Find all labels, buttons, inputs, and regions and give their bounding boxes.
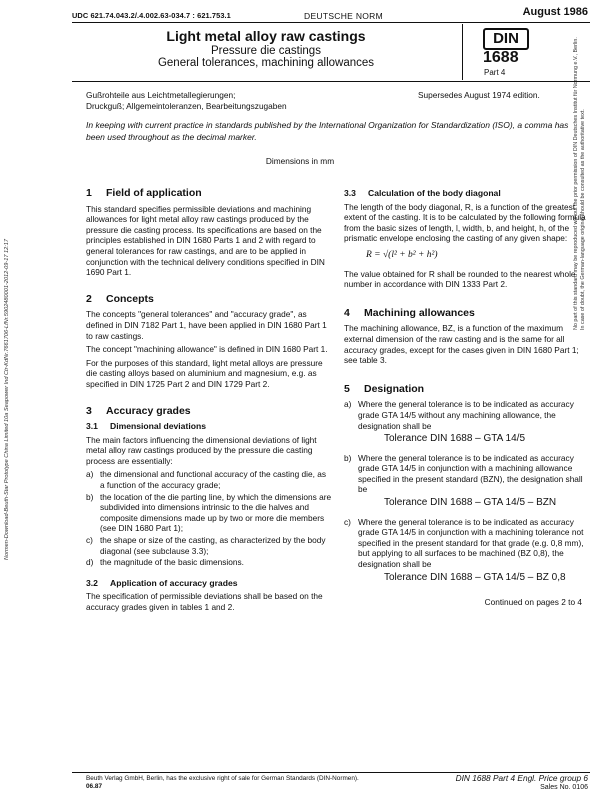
section-1-number: 1 [86, 187, 92, 199]
din-number: 1688 [483, 49, 519, 66]
list-item-key: a) [344, 399, 352, 410]
list-item [86, 492, 332, 534]
footer-code: 06.87 [86, 783, 102, 790]
list-item-key: b) [86, 491, 94, 502]
document-subtitle-1: Pressure die castings [211, 45, 321, 57]
subsection-3-2-title: Application of accuracy grades [110, 577, 238, 588]
list-item [86, 469, 332, 490]
list-item [86, 557, 332, 568]
copyright-line-1: No part of this standard may be reproduced without the prior permission of DIN Deutsches Institut für Normung e.V., Berlin. [573, 37, 579, 330]
section-4-title: Machining allowances [364, 306, 475, 319]
subsection-3-1-title: Dimensional deviations [110, 421, 206, 432]
list-item-key: b) [344, 452, 352, 463]
continued-note: Continued on pages 2 to 4 [484, 597, 582, 608]
list-item-text: the shape or size of the casting, as characterized by the body diagonal (see subclause 3.3); [100, 535, 326, 556]
section-1-title: Field of application [106, 187, 202, 199]
german-title-line-2: Druckguß; Allgemeintoleranzen, Bearbeitungszugaben [86, 101, 287, 111]
designation-example: Tolerance DIN 1688 – GTA 14/5 – BZN [384, 497, 557, 509]
section-5-number: 5 [344, 382, 350, 395]
list-item-text: Where the general tolerance is to be indicated as accuracy grade GTA 14/5 without any machining allowance, the designation shall be [358, 399, 574, 431]
section-2-number: 2 [86, 292, 92, 305]
subsection-3-2-number: 3.2 [86, 577, 98, 588]
header-rule-bottom [72, 81, 590, 82]
list-item-key: c) [344, 516, 351, 527]
list-item-text: Where the general tolerance is to be indicated as accuracy grade GTA 14/5 in conjunction with a machining tolerance not specified in the present standard for that grade (e.g. 0,8 mm), but applying to all surfaces to be machined (BZ 0,8), the designation shall be [358, 516, 584, 570]
section-1-text: This standard specifies permissible deviations and machining allowances for light metal alloy raw castings produced by the pressure die casting process. Its specifications are based on the principles established in DIN 1680 Parts 1 and 2 with regard to general tolerances for raw castings, and are to be applied in conjunction with the technical delivery conditions specified in DIN 1690 Part 1. [86, 203, 325, 278]
list-item-key: d) [86, 557, 94, 568]
subsection-3-3-number: 3.3 [344, 188, 356, 198]
right-column [344, 188, 588, 608]
designation-list [344, 399, 588, 583]
header-top-row [72, 5, 590, 23]
dimensions-note: Dimensions in mm [265, 156, 335, 166]
list-item [344, 399, 588, 444]
download-stamp-text: Normen-Download-Beuth-Star Prototype China Limited 10a Seapower Ind Ctr-KdNr.7661706-LfNr.5902480001-2012-09-17 12:17 [4, 238, 10, 560]
list-item [86, 535, 332, 556]
footer-publisher: Beuth Verlag GmbH, Berlin, has the exclusive right of sale for German Standards (DIN-Normen). [86, 775, 359, 782]
subsection-3-3-heading [344, 188, 588, 199]
copyright-line-2: In case of doubt, the German-language original should be consulted as the authoritative text. [580, 109, 586, 330]
section-3-heading [86, 406, 332, 417]
german-title-line-1: Gußrohteile aus Leichtmetallegierungen; [86, 90, 236, 100]
section-2-para-2: The concept "machining allowance" is defined in DIN 1680 Part 1. [86, 344, 328, 355]
footer-reference-block [456, 773, 588, 793]
document-title: Light metal alloy raw castings [166, 28, 366, 44]
section-4-heading [344, 308, 588, 319]
section-2-title: Concepts [106, 292, 154, 305]
supersedes-note: Supersedes August 1974 edition. [418, 90, 540, 100]
list-item-text: the magnitude of the basic dimensions. [100, 557, 244, 568]
footer-reference: DIN 1688 Part 4 Engl. Price group 6 [455, 773, 588, 783]
section-5-heading [344, 384, 588, 395]
subsection-3-3-title: Calculation of the body diagonal [368, 188, 501, 198]
list-item-key: a) [86, 469, 94, 480]
din-number-block [462, 24, 591, 80]
list-item-key: c) [86, 535, 93, 546]
norm-label: DEUTSCHE NORM [304, 11, 383, 21]
list-item [344, 453, 588, 509]
list-item-text: the dimensional and functional accuracy of the casting die, as a function of the accuracy grade; [100, 469, 326, 491]
subsection-3-3-rounding: The value obtained for R shall be rounded to the nearest whole number in accordance with DIN 1333 Part 2. [344, 268, 576, 290]
footer-publisher-block [86, 775, 359, 791]
body-diagonal-formula: R = √(l² + b² + h²) [366, 249, 438, 260]
list-item-text: the location of the die parting line, by which the dimensions are subdivided into dimensions intrinsic to the die halves and composite dimensions made up by two or more die members (see DIN 1680 Part 1); [100, 491, 332, 534]
section-1-heading [86, 188, 332, 199]
udc-code: UDC 621.74.043.2/.4.002.63-034.7 : 621.753.1 [72, 11, 231, 20]
header-rule-top [72, 22, 590, 23]
list-item [344, 517, 588, 584]
download-stamp [4, 238, 12, 560]
section-4-text: The machining allowance, BZ, is a function of the maximum external dimension of the raw casting and is the same for all accuracy grades, except for the cases given in DIN 1680 Part 1; see table 3. [344, 323, 579, 366]
din-logo: DIN [483, 28, 529, 50]
section-5-title: Designation [364, 382, 425, 395]
list-item-text: Where the general tolerance is to be indicated as accuracy grade GTA 14/5 in conjunction with a machining allowance specified in the present standard (BZN), the designation shall be [358, 452, 583, 495]
title-block [72, 24, 460, 80]
section-2-heading [86, 294, 332, 305]
section-2-para-1: The concepts "general tolerances" and "accuracy grade", as defined in DIN 7182 Part 1, have been applied in DIN 1680 Part 1 to raw castings. [86, 309, 327, 341]
designation-example: Tolerance DIN 1688 – GTA 14/5 – BZ 0,8 [384, 571, 566, 583]
subsection-3-1-intro: The main factors influencing the dimensional deviations of light metal alloy raw castings produced by the pressure die casting process are essentially: [86, 434, 317, 466]
section-3-number: 3 [86, 404, 92, 417]
decimal-marker-note: In keeping with current practice in standards published by the International Organization for Standardization (ISO), a comma has been used throughout as the decimal marker. [86, 120, 569, 142]
document-subtitle-2: General tolerances, machining allowances [157, 57, 375, 69]
subsection-3-2-heading [86, 578, 332, 589]
section-2-para-3: For the purposes of this standard, light metal alloys are pressure die casting alloys based on aluminium and magnesium, e.g. as specified in DIN 1725 Part 2 and DIN 1729 Part 2. [86, 357, 323, 389]
subsection-3-2-text: The specification of permissible deviations shall be based on the accuracy grades given in tables 1 and 2. [86, 591, 323, 612]
section-4-number: 4 [344, 306, 350, 319]
left-column [86, 188, 332, 616]
section-3-title: Accuracy grades [106, 404, 191, 417]
issue-date: August 1986 [522, 6, 588, 18]
subsection-3-3-text: The length of the body diagonal, R, is a function of the greatest extent of the casting. It is to be calculated by the following formula from the basic sizes of length, l, width, b, and height, h, of the prismatic envelope enclosing the casting of any given shape: [344, 201, 586, 244]
subsection-3-1-heading [86, 421, 332, 432]
sales-number: Sales No. 0106 [540, 784, 588, 791]
factor-list [86, 469, 332, 567]
designation-example: Tolerance DIN 1688 – GTA 14/5 [384, 433, 526, 445]
part-number: Part 4 [484, 68, 506, 77]
subsection-3-1-number: 3.1 [86, 421, 98, 432]
